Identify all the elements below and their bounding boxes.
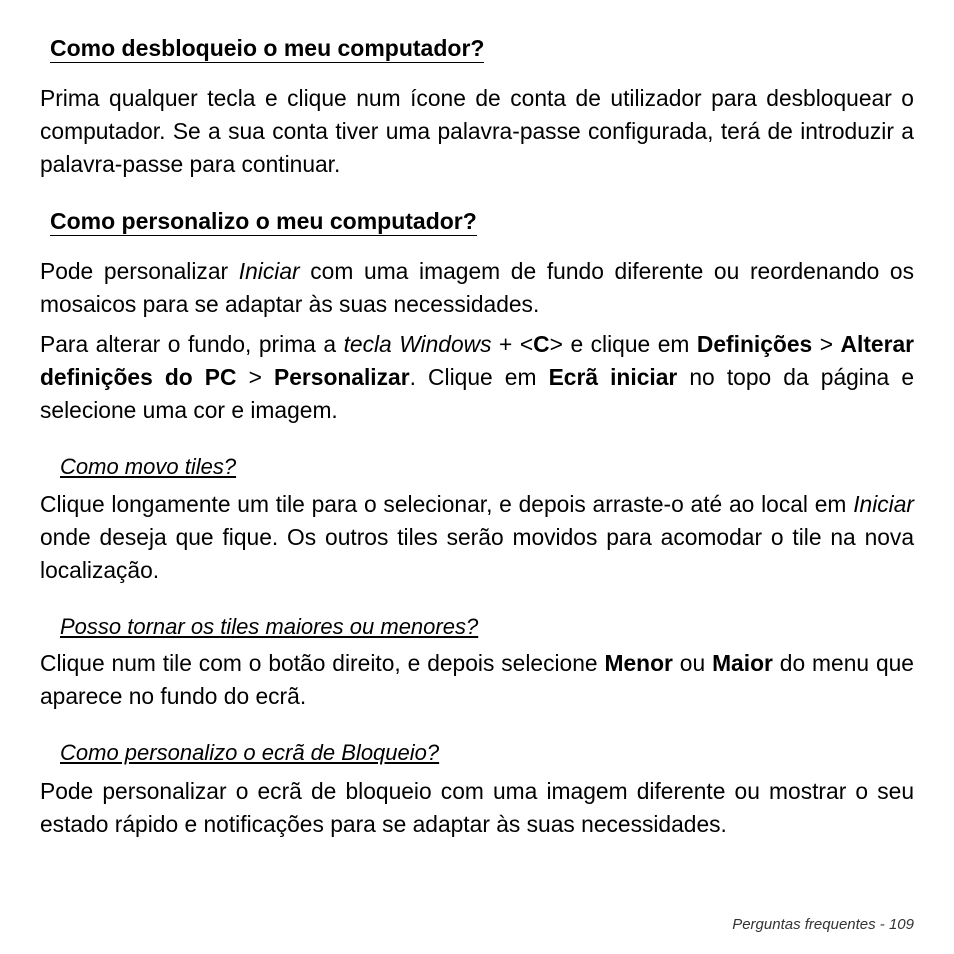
page-footer: Perguntas frequentes - 109 [732, 916, 914, 933]
heading-personalize: Como personalizo o meu computador? [50, 208, 477, 234]
subheading-lock-screen: Como personalizo o ecrã de Bloqueio? [60, 740, 440, 765]
paragraph-move-tiles: Clique longamente um tile para o selecionar, e depois arraste-o até ao local em Iniciar onde deseja que fique. Os outros tiles serão movidos para acomodar o tile na nova localização. [40, 491, 914, 583]
paragraph-lock-screen: Pode personalizar o ecrã de bloqueio com uma imagem diferente ou mostrar o seu estado rápido e notificações para se adaptar às suas necessidades. [40, 778, 914, 837]
subheading-move-tiles: Como movo tiles? [60, 454, 237, 479]
subheading-resize-tiles: Posso tornar os tiles maiores ou menores? [60, 614, 479, 639]
paragraph-personalize-1: Pode personalizar Iniciar com uma imagem de fundo diferente ou reordenando os mosaicos para se adaptar às suas necessidades. [40, 258, 915, 317]
heading-unlock: Como desbloqueio o meu computador? [50, 35, 485, 61]
paragraph-unlock: Prima qualquer tecla e clique num ícone de conta de utilizador para desbloquear o computador. Se a sua conta tiver uma palavra-passe configurada, terá de introduzir a palavra-passe para continuar. [40, 85, 914, 177]
paragraph-personalize-2: Para alterar o fundo, prima a tecla Windows + <C> e clique em Definições > Alterar definições do PC > Personalizar. Clique em Ecrã iniciar no topo da página e selecione uma cor e imagem. [40, 331, 915, 423]
paragraph-resize-tiles: Clique num tile com o botão direito, e depois selecione Menor ou Maior do menu que aparece no fundo do ecrã. [40, 650, 914, 709]
